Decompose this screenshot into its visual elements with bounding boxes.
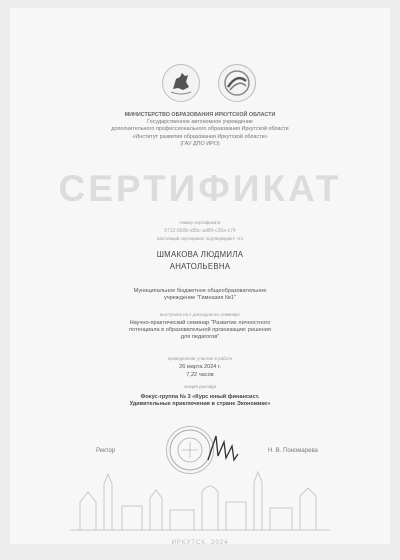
org-institute: «Институт развития образования Иркутской области» <box>132 133 268 140</box>
section-label: секция доклада <box>183 384 217 389</box>
city-skyline-illustration <box>70 462 330 532</box>
cert-number: 6712-9b0b-a5bc-ad84-c26e-c74 <box>164 228 236 234</box>
event-hours: 7,22 часов <box>186 372 214 378</box>
date-label: проведенном: участие в работе <box>167 356 233 361</box>
certificate-title: СЕРТИФИКАТ <box>58 168 342 209</box>
signer-name: Н. В. Пономарева <box>268 448 318 454</box>
participation-note: выступила на с докладом на семинаре <box>160 312 240 317</box>
org-ministry: МИНИСТЕРСТВО ОБРАЗОВАНИЯ ИРКУТСКОЙ ОБЛАСТИ <box>124 112 276 118</box>
rector-label: Ректор <box>96 448 116 454</box>
org-abbr: (ГАУ ДПО ИРО) <box>180 140 220 147</box>
region-map-emblem-icon <box>162 64 200 102</box>
event-date: 26 марта 2024 г. <box>179 364 221 370</box>
org-type: Государственное автономное учреждение <box>147 119 253 126</box>
recipient-name-line2: АНАТОЛЬЕВНА <box>169 262 231 271</box>
city-year: ИРКУТСК, 2024 <box>171 540 229 546</box>
cert-number-note: настоящий сертификат подтверждает, что <box>156 236 244 241</box>
institution: Муниципальное бюджетное общеобразовательное учреждение "Гимназия №1" <box>133 288 267 301</box>
org-education: дополнительного профессионального образования Иркутской области <box>111 126 289 133</box>
event-title: Научно-практический семинар "Развитие личностного потенциала в образовательной организации: решения для педагогов" <box>129 320 271 340</box>
cert-number-label: Номер сертификата <box>179 220 221 225</box>
logos-row <box>10 64 390 104</box>
organization-block <box>10 112 390 148</box>
certificate-page <box>10 8 390 544</box>
section-title: Фокус-группа № 3 «Курс юный финансист. Удивительные приключения в стране Экономике» <box>129 394 271 407</box>
institute-emblem-icon <box>218 64 256 102</box>
recipient-name-line1: ШМАКОВА ЛЮДМИЛА <box>156 250 244 259</box>
